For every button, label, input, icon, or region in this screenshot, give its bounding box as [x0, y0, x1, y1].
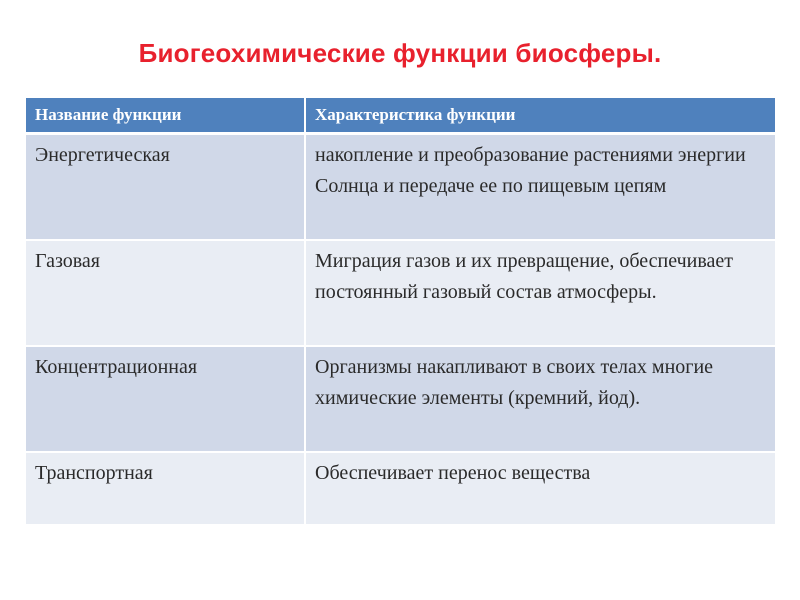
function-description-cell: Миграция газов и их превращение, обеспечивает постоянный газовый состав атмосферы. — [305, 240, 775, 346]
slide-title: Биогеохимические функции биосферы. — [138, 38, 662, 68]
table-row — [26, 134, 775, 241]
function-description-cell: накопление и преобразование растениями энергии Солнца и передаче ее по пищевым цепям — [305, 134, 775, 241]
function-description-cell: Обеспечивает перенос вещества — [305, 452, 775, 525]
table-header-row — [26, 98, 775, 134]
function-name-cell: Транспортная — [26, 452, 305, 525]
functions-table — [26, 98, 775, 526]
table-row — [26, 452, 775, 525]
table-row — [26, 240, 775, 346]
header-function-description: Характеристика функции — [305, 98, 775, 134]
function-name-cell: Концентрационная — [26, 346, 305, 452]
table-row — [26, 346, 775, 452]
function-name-cell: Газовая — [26, 240, 305, 346]
function-name-cell: Энергетическая — [26, 134, 305, 241]
function-description-cell: Организмы накапливают в своих телах многие химические элементы (кремний, йод). — [305, 346, 775, 452]
header-function-name: Название функции — [26, 98, 305, 134]
